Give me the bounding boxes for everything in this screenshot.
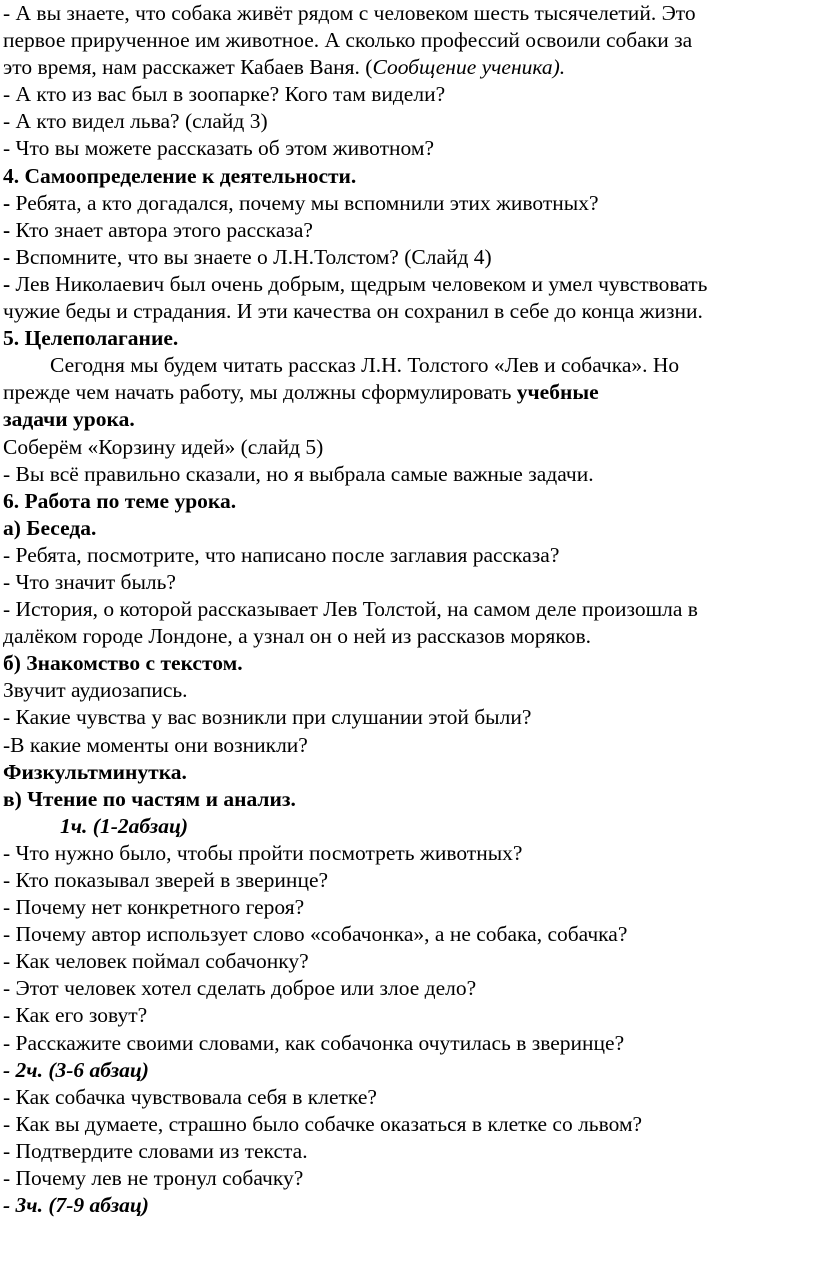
text-line: - Как вы думаете, страшно было собачке оказаться в клетке со львом? (3, 1111, 643, 1136)
part-heading: - 2ч. (3-6 абзац) (3, 1057, 149, 1082)
text-line: - Кто показывал зверей в зверинце? (3, 868, 329, 892)
text-line: - Этот человек хотел сделать доброе или злое дело? (3, 976, 477, 1001)
text-span: Ребята, а кто догадался, почему мы вспомнили этих животных? (15, 190, 599, 215)
text-line: - Что нужно было, чтобы пройти посмотреть животных? (3, 840, 523, 865)
text-line: - Расскажите своими словами, как собачонка очутилась в зверинце? (3, 1030, 625, 1055)
text-line: - Что значит быль? (3, 569, 176, 594)
text-span: Вспомните, что вы знаете о Л.Н.Толстом? (Слайд 4) (15, 244, 492, 269)
part-heading: 1ч. (1-2абзац) (60, 813, 189, 838)
text-line (3, 379, 808, 406)
section-heading: 5. Целеполагание. (3, 326, 179, 351)
text-line: - А кто видел льва? (слайд 3) (3, 109, 268, 134)
text-line: - Как собачка чувствовала себя в клетке? (3, 1084, 377, 1109)
text-line: - История, о которой рассказывает Лев Толстой, на самом деле произошла в (3, 597, 698, 622)
text-line: первое прирученное им животное. А сколько профессий освоили собаки за (3, 28, 693, 53)
text-span: Кто знает автора этого рассказа? (15, 217, 313, 242)
text-line: - Почему лев не тронул собачку? (3, 1166, 304, 1191)
text-line: - Ребята, посмотрите, что написано после заглавия рассказа? (3, 542, 560, 567)
text-line: - Как человек поймал собачонку? (3, 949, 309, 974)
text-line (3, 54, 808, 81)
text-line: -В какие моменты они возникли? (3, 732, 308, 757)
text-line: - Что вы можете рассказать об этом животном? (3, 136, 435, 161)
section-heading: 4. Самоопределение к деятельности. (3, 163, 357, 188)
text-span: это время, нам расскажет Кабаев Ваня. ( (3, 55, 373, 80)
text-line: далёком городе Лондоне, а узнал он о ней из рассказов моряков. (3, 624, 592, 649)
section-heading: 6. Работа по теме урока. (3, 488, 237, 513)
text-line: - А вы знаете, что собака живёт рядом с человеком шесть тысячелетий. Это (3, 1, 696, 25)
text-span: Лев Николаевич был очень добрым, щедрым человеком и умел чувствовать (15, 271, 708, 296)
dash-marker: - (3, 271, 16, 296)
subsection-heading: а) Беседа. (3, 515, 97, 540)
text-line: - А кто из вас был в зоопарке? Кого там видели? (3, 82, 446, 107)
dash-marker: - (3, 217, 16, 242)
part-heading: - 3ч. (7-9 абзац) (3, 1193, 149, 1218)
bold-span: учебные (516, 380, 599, 405)
text-line: - Вы всё правильно сказали, но я выбрала самые важные задачи. (3, 461, 594, 486)
text-line (3, 244, 808, 271)
subsection-heading: б) Знакомство с текстом. (3, 651, 243, 676)
dash-marker: - (3, 244, 16, 269)
text-line: Звучит аудиозапись. (3, 678, 188, 703)
text-line (3, 190, 808, 217)
text-span: прежде чем начать работу, мы должны сформулировать (3, 380, 517, 405)
text-line: Соберём «Корзину идей» (слайд 5) (3, 434, 324, 459)
bold-line: Физкультминутка. (3, 759, 187, 784)
subsection-heading: в) Чтение по частям и анализ. (3, 786, 296, 811)
dash-marker: - (3, 190, 16, 215)
text-line: - Почему автор использует слово «собачонка», а не собака, собачка? (3, 922, 628, 947)
text-line: - Почему нет конкретного героя? (3, 895, 305, 920)
text-line: - Подтвердите словами из текста. (3, 1138, 308, 1163)
text-line: - Какие чувства у вас возникли при слушании этой были? (3, 705, 532, 730)
text-line: чужие беды и страдания. И эти качества он сохранил в себе до конца жизни. (3, 299, 703, 324)
italic-note: Сообщение ученика). (372, 55, 566, 80)
text-line: Сегодня мы будем читать рассказ Л.Н. Толстого «Лев и собачка». Но (50, 353, 680, 378)
text-line: - Как его зовут? (3, 1003, 148, 1028)
bold-line: задачи урока. (3, 407, 135, 432)
text-line (3, 217, 808, 244)
text-line (3, 271, 808, 298)
